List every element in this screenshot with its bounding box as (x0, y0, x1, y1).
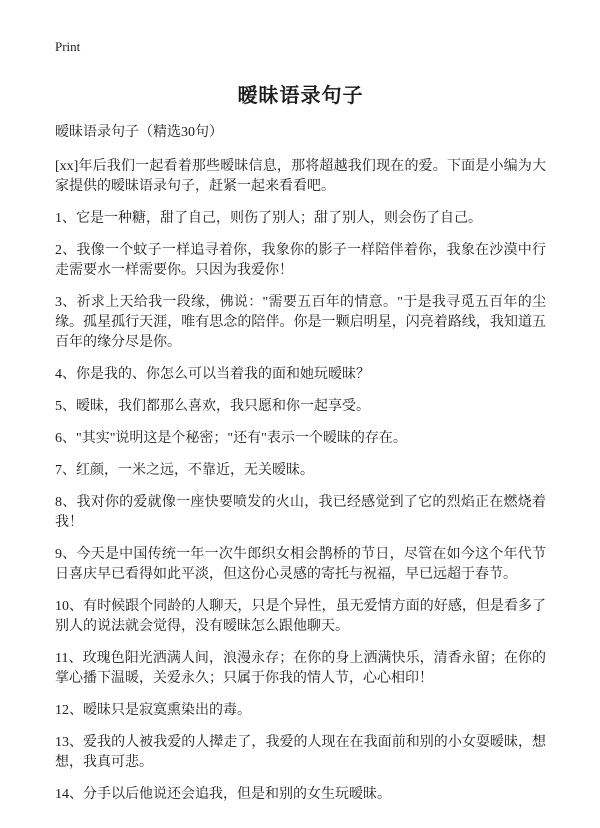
quote-item-8: 8、我对你的爱就像一座快要喷发的火山，我已经感觉到了它的烈焰正在燃烧着我！ (55, 495, 546, 530)
page-title: 暧昧语录句子 (237, 85, 364, 107)
quote-item-4: 4、你是我的、你怎么可以当着我的面和她玩暧昧？ (55, 367, 370, 382)
quote-item-11: 11、玫瑰色阳光洒满人间，浪漫永存；在你的身上洒满快乐，清香永留；在你的掌心播下温暖，关爱永久；只属于你我的情人节，心心相印！ (55, 651, 546, 686)
quote-item-1: 1、它是一种糖，甜了自己，则伤了别人；甜了别人，则会伤了自己。 (55, 211, 482, 226)
quote-item-9: 9、今天是中国传统一年一次牛郎织女相会鹊桥的节日，尽管在如今这个年代节日喜庆早已看得如此平淡，但这份心灵感的寄托与祝福，早已远超于春节。 (55, 547, 546, 582)
quote-item-3: 3、祈求上天给我一段缘，佛说："需要五百年的情意。"于是我寻觅五百年的尘缘。孤星孤行天涯，唯有思念的陪伴。你是一颗启明星，闪亮着路线，我知道五百年的缘分尽是你。 (55, 295, 546, 350)
quote-item-12: 12、暧昧只是寂寞熏染出的毒。 (55, 703, 251, 718)
print-link[interactable]: Print (55, 39, 81, 54)
intro-paragraph: [xx]年后我们一起看着那些暧昧信息，那将超越我们现在的爱。下面是小编为大家提供的暧昧语录句子，赶紧一起来看看吧。 (55, 159, 546, 194)
subtitle: 暧昧语录句子（精选30句） (55, 125, 223, 140)
quote-item-13: 13、爱我的人被我爱的人撵走了，我爱的人现在在我面前和别的小女耍暧昧，想想，我真可悲。 (55, 735, 546, 770)
quote-item-2: 2、我像一个蚊子一样追寻着你，我象你的影子一样陪伴着你，我象在沙漠中行走需要水一样需要你。只因为我爱你！ (55, 243, 546, 278)
quote-item-6: 6、"其实"说明这是个秘密；"还有"表示一个暧昧的存在。 (55, 431, 407, 446)
quote-item-10: 10、有时候跟个同龄的人聊天，只是个异性，虽无爱情方面的好感，但是看多了别人的说法就会觉得，没有暧昧怎么跟他聊天。 (55, 599, 546, 634)
quote-item-7: 7、红颜，一米之远，不靠近，无关暧昧。 (55, 463, 314, 478)
quote-item-5: 5、暧昧，我们都那么喜欢，我只愿和你一起享受。 (55, 399, 370, 414)
quote-item-14: 14、分手以后他说还会追我，但是和别的女生玩暧昧。 (55, 787, 391, 802)
